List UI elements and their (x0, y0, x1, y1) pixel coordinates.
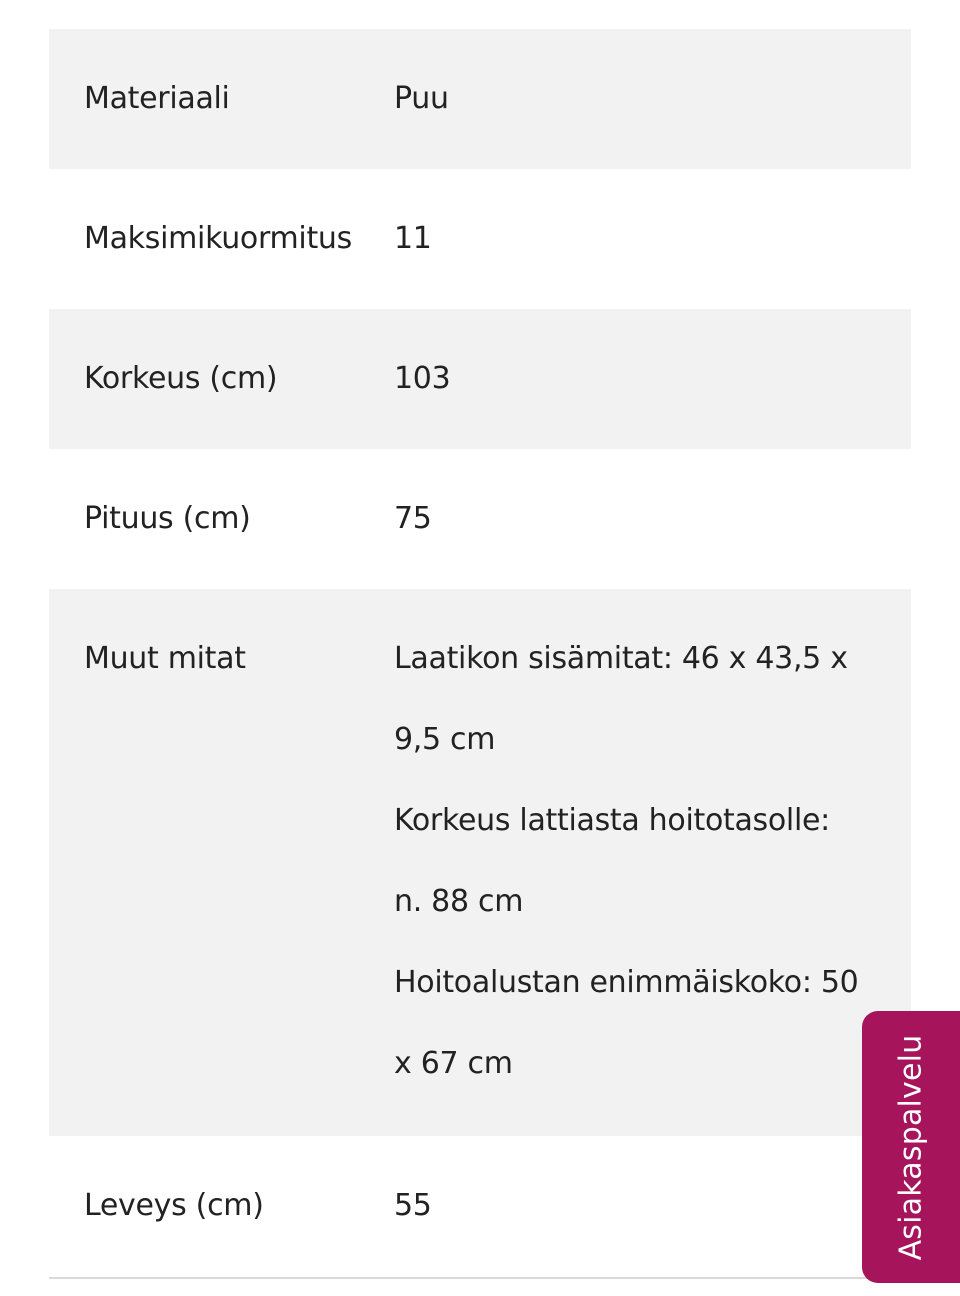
spec-value: 103 (394, 361, 451, 396)
spec-value-line: n. 88 cm (394, 884, 524, 919)
spec-value-line: Laatikon sisämitat: 46 x 43,5 x (394, 641, 848, 676)
spec-label: Leveys (cm) (84, 1188, 264, 1223)
spec-row-maksimikuormitus (49, 169, 911, 309)
spec-value: 11 (394, 221, 432, 256)
customer-service-label: Asiakaspalvelu (893, 1034, 929, 1260)
spec-label: Korkeus (cm) (84, 361, 278, 396)
spec-label: Materiaali (84, 81, 230, 116)
spec-value-lines (394, 618, 891, 1104)
spec-label: Muut mitat (84, 641, 246, 676)
spec-value-line: 9,5 cm (394, 722, 496, 757)
spec-value-multiline (394, 589, 911, 1136)
spec-row-materiaali (49, 29, 911, 169)
table-bottom-divider (49, 1277, 911, 1279)
spec-label: Maksimikuormitus (84, 221, 352, 256)
spec-value: 75 (394, 501, 432, 536)
spec-row-pituus (49, 449, 911, 589)
spec-value: 55 (394, 1188, 432, 1223)
spec-value-line: x 67 cm (394, 1046, 513, 1081)
spec-row-leveys (49, 1136, 911, 1276)
spec-row-muut-mitat (49, 589, 911, 1136)
customer-service-tab[interactable] (862, 1011, 960, 1283)
spec-value: Puu (394, 81, 449, 116)
spec-value-line: Hoitoalustan enimmäiskoko: 50 (394, 965, 859, 1000)
spec-table (49, 29, 911, 1276)
spec-row-korkeus (49, 309, 911, 449)
spec-label: Pituus (cm) (84, 501, 251, 536)
spec-value-line: Korkeus lattiasta hoitotasolle: (394, 803, 830, 838)
